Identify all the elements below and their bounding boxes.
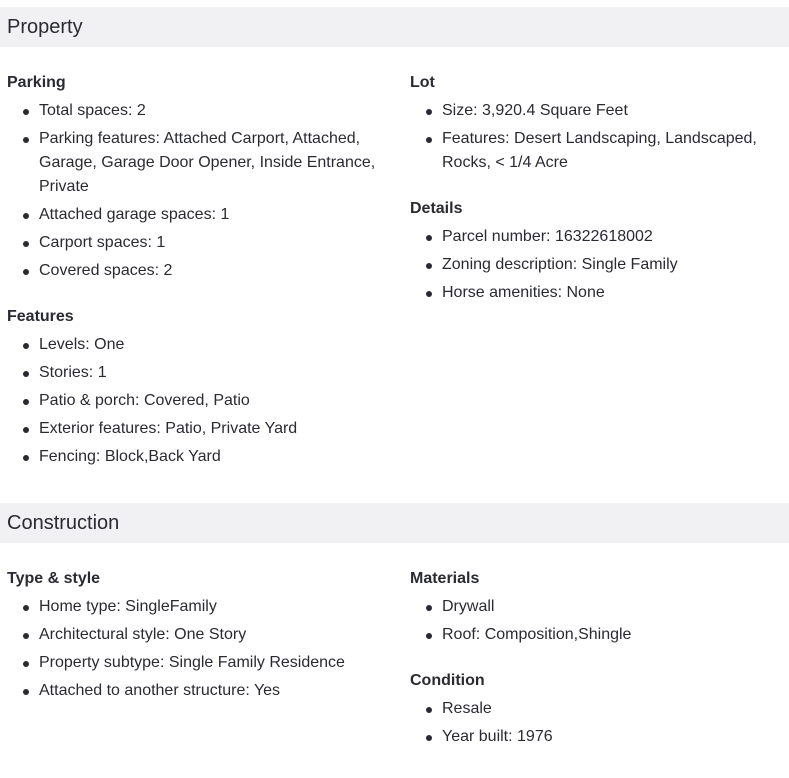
bullet-icon (23, 269, 29, 275)
bullet-icon (426, 633, 432, 639)
group-title-parking: Parking (7, 74, 66, 91)
list-item: Fencing: Block,Back Yard (7, 445, 387, 469)
group-title-lot: Lot (410, 74, 435, 91)
bullet-icon (23, 371, 29, 377)
bullet-icon (23, 343, 29, 349)
list-item: Zoning description: Single Family (410, 253, 780, 277)
list-item: Parking features: Attached Carport, Attached, Garage, Garage Door Opener, Inside Entrance, Private (7, 127, 387, 199)
bullet-icon (23, 137, 29, 143)
property-left-column (7, 71, 387, 473)
list-item: Year built: 1976 (410, 725, 780, 749)
list-item: Architectural style: One Story (7, 623, 387, 647)
bullet-icon (23, 213, 29, 219)
list-item: Exterior features: Patio, Private Yard (7, 417, 387, 441)
bullet-icon (23, 455, 29, 461)
bullet-icon (23, 399, 29, 405)
list-item: Size: 3,920.4 Square Feet (410, 99, 780, 123)
property-right-column (410, 71, 780, 309)
list-item: Features: Desert Landscaping, Landscaped, Rocks, < 1/4 Acre (410, 127, 780, 175)
list-item: Levels: One (7, 333, 387, 357)
details-list (410, 225, 780, 305)
bullet-icon (23, 633, 29, 639)
bullet-icon (23, 109, 29, 115)
bullet-icon (426, 291, 432, 297)
type-style-list (7, 595, 387, 703)
group-title-materials: Materials (410, 570, 480, 587)
list-item: Carport spaces: 1 (7, 231, 387, 255)
bullet-icon (426, 605, 432, 611)
group-features (7, 305, 387, 469)
list-item: Resale (410, 697, 780, 721)
list-item: Stories: 1 (7, 361, 387, 385)
bullet-icon (426, 235, 432, 241)
list-item: Horse amenities: None (410, 281, 780, 305)
group-condition (410, 669, 780, 749)
bullet-icon (23, 427, 29, 433)
bullet-icon (426, 263, 432, 269)
group-materials (410, 567, 780, 647)
condition-list (410, 697, 780, 749)
list-item: Attached to another structure: Yes (7, 679, 387, 703)
group-lot (410, 71, 780, 175)
group-details (410, 197, 780, 305)
list-item: Property subtype: Single Family Residence (7, 651, 387, 675)
bullet-icon (23, 689, 29, 695)
group-title-features: Features (7, 308, 74, 325)
section-header-construction (0, 503, 789, 543)
list-item: Covered spaces: 2 (7, 259, 387, 283)
bullet-icon (23, 661, 29, 667)
bullet-icon (426, 707, 432, 713)
list-item: Patio & porch: Covered, Patio (7, 389, 387, 413)
lot-list (410, 99, 780, 175)
list-item: Total spaces: 2 (7, 99, 387, 123)
section-title-property: Property (7, 16, 83, 38)
bullet-icon (426, 109, 432, 115)
section-header-property (0, 7, 789, 47)
section-title-construction: Construction (7, 512, 120, 534)
list-item: Parcel number: 16322618002 (410, 225, 780, 249)
construction-right-column (410, 567, 780, 753)
list-item: Roof: Composition,Shingle (410, 623, 780, 647)
group-parking (7, 71, 387, 283)
group-type-style (7, 567, 387, 703)
group-title-details: Details (410, 200, 463, 217)
bullet-icon (426, 137, 432, 143)
group-title-type-style: Type & style (7, 570, 101, 587)
list-item: Attached garage spaces: 1 (7, 203, 387, 227)
construction-left-column (7, 567, 387, 707)
bullet-icon (23, 605, 29, 611)
bullet-icon (23, 241, 29, 247)
list-item: Home type: SingleFamily (7, 595, 387, 619)
group-title-condition: Condition (410, 672, 485, 689)
materials-list (410, 595, 780, 647)
parking-list (7, 99, 387, 283)
list-item: Drywall (410, 595, 780, 619)
bullet-icon (426, 735, 432, 741)
features-list (7, 333, 387, 469)
